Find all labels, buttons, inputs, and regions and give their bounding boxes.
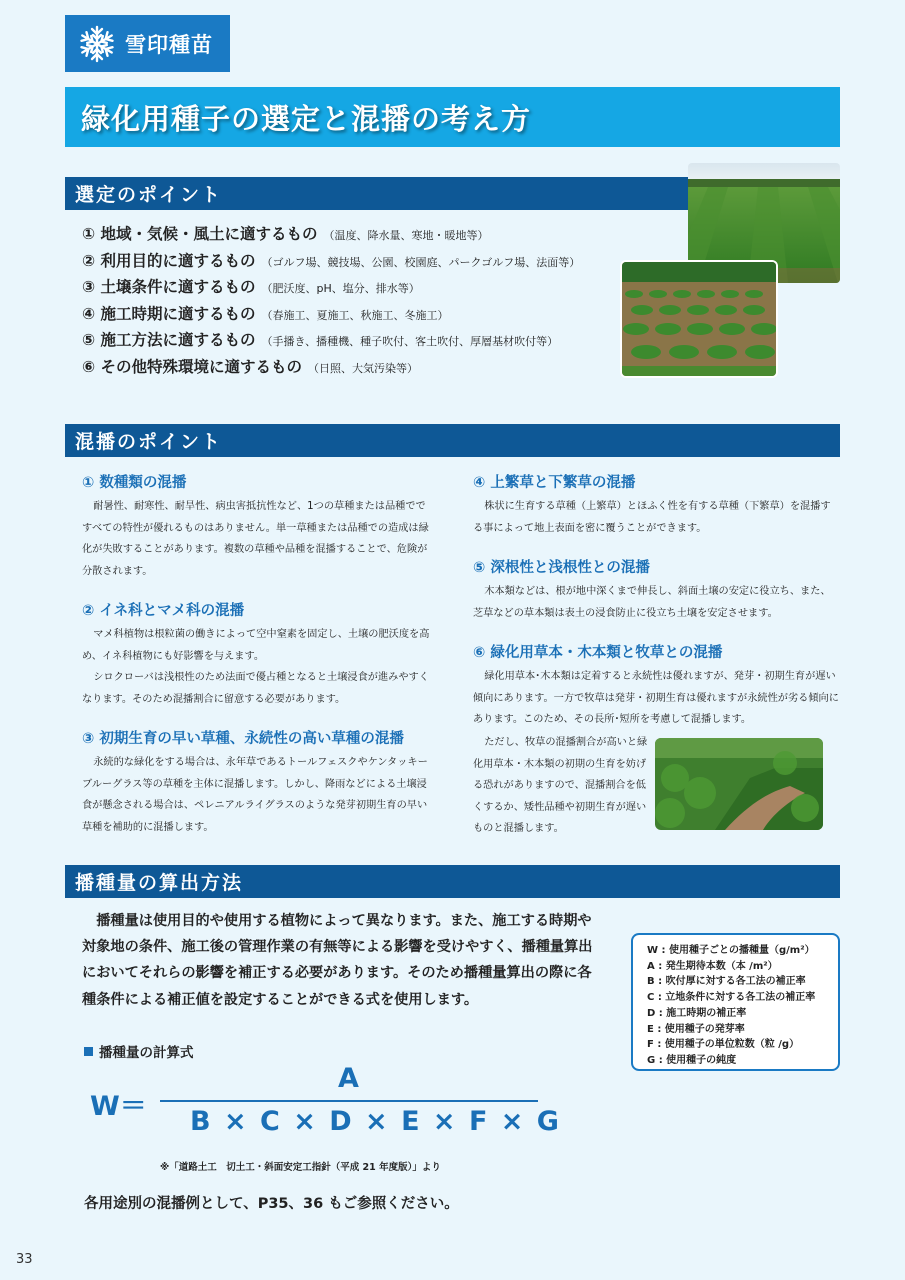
formula-numerator: A <box>338 1063 359 1094</box>
page-title: 緑化用種子の選定と混播の考え方 <box>81 101 532 136</box>
paragraph-calculation: 播種量は使用目的や使用する植物によって異なります。また、施工する時期や対象地の条件、施工後の管理作業の有無等による影響を受けやすく、播種量算出においてそれらの影響を補正する必要があります。そのため播種量算出の際に各種条件による補正値を設定することができる式を使用します。 <box>82 913 593 1008</box>
paragraph-mix-5: 木本類などは、根が地中深くまで伸長し、斜面土壌の安定に役立ち、また、芝草などの草本類は表土の浸食防止に役立ち土壌を安定させます。 <box>473 586 831 619</box>
square-bullet-icon <box>84 1047 93 1056</box>
brand-logo <box>65 15 230 72</box>
list-item: ④ 施工時期に適するもの （春施工、夏施工、秋施工、冬施工） <box>82 304 449 323</box>
source-note: ※「道路土工 切土工・斜面安定工指針（平成 21 年度版）」より <box>160 1162 441 1173</box>
section-title: 混播のポイント <box>75 431 223 453</box>
fraction-line <box>160 1100 538 1102</box>
photo-slope-vegetation <box>655 738 823 830</box>
page-number: 33 <box>16 1252 33 1267</box>
snowflake-icon <box>77 24 117 64</box>
paragraph-mix-6a: 緑化用草本･木本類は定着すると永続性は優れますが、発芽・初期生育が遅い傾向にあります。一方で牧草は発芽・初期生育は優れますが永続性が劣る傾向にあります。このため、その長所･短所を考慮して混播します。 <box>473 671 839 725</box>
legend-item: D : 施工時期の補正率 <box>647 1007 747 1019</box>
section-title: 選定のポイント <box>75 184 223 206</box>
list-item: ⑤ 施工方法に適するもの （手播き、播種機、種子吹付、客土吹付、厚層基材吹付等） <box>82 331 559 350</box>
paragraph-mix-4: 株状に生育する草種（上繁草）とほふく性を有する草種（下繁草）を混播する事によって地上表面を密に覆うことができます。 <box>473 501 831 534</box>
formula-denominator: B × C × D × E × F × G <box>190 1106 561 1137</box>
paragraph-mix-6b: ただし、牧草の混播割合が高いと緑化用草本・木本類の初期の生育を妨げる恐れがありますので、混播割合を低くするか、矮性品種や初期生育が遅いものと混播します。 <box>473 737 648 834</box>
legend-item: B : 吹付厚に対する各工法の補正率 <box>647 976 806 988</box>
formula-label: 播種量の計算式 <box>84 1041 194 1061</box>
formula-legend-box <box>631 933 840 1071</box>
subheading-mix-3: ③ 初期生育の早い草種、永続性の高い草種の混播 <box>82 731 404 747</box>
paragraph-mix-2: マメ科植物は根粒菌の働きによって空中窒素を固定し、土壌の肥沃度を高め、イネ科植物にも好影響を与えます。 シロクローバは浅根性のため法面で優占種となると土壌浸食が進みやすくなります。そのため混播割合に留意する必要があります。 <box>82 629 430 705</box>
formula-lhs: W＝ <box>90 1091 147 1122</box>
legend-item: G : 使用種子の純度 <box>647 1054 737 1066</box>
legend-item: F : 使用種子の単位粒数（粒 /g） <box>647 1039 800 1051</box>
logo-text: 雪印種苗 <box>125 32 213 57</box>
list-item: ① 地域・気候・風土に適するもの （温度、降水量、寒地・暖地等） <box>82 225 489 243</box>
legend-item: C : 立地条件に対する各工法の補正率 <box>647 992 816 1004</box>
page-title-bar <box>65 87 840 147</box>
subheading-mix-1: ① 数種類の混播 <box>82 475 187 491</box>
list-item: ② 利用目的に適するもの （ゴルフ場、競技場、公園、校園庭、パークゴルフ場、法面等） <box>82 251 581 270</box>
section-header-calculation <box>65 865 840 898</box>
subheading-mix-4: ④ 上繁草と下繁草の混播 <box>473 475 636 491</box>
paragraph-mix-3: 永続的な緑化をする場合は、永年草であるトールフェスクやケンタッキーブルーグラス等の草種を主体に混播します。しかし、降雨などによる土壌浸食が懸念される場合は、ペレニアルライグラスのような発芽初期生育の早い草種を補助的に混播します。 <box>82 757 428 833</box>
list-item: ③ 土壌条件に適するもの （肥沃度、pH、塩分、排水等） <box>82 278 420 297</box>
legend-item: W : 使用種子ごとの播種量（g/m²） <box>647 945 815 956</box>
paragraph-mix-1: 耐暑性、耐寒性、耐旱性、病虫害抵抗性など、1つの草種または品種でですべての特性が優れるものはありません。単一草種または品種での造成は緑化が失敗することがあります。複数の草種や品種を混播することで、危険が分散されます。 <box>82 501 429 577</box>
section-title: 播種量の算出方法 <box>75 872 244 894</box>
closing-reference: 各用途別の混播例として、P35、36 もご参照ください。 <box>84 1196 459 1212</box>
legend-item: A : 発生期待本数（本 /m²） <box>647 960 778 972</box>
subheading-mix-6: ⑥ 緑化用草本・木本類と牧草との混播 <box>473 645 723 661</box>
section-header-mixing <box>65 424 840 457</box>
subheading-mix-5: ⑤ 深根性と浅根性との混播 <box>473 560 650 576</box>
selection-points-list <box>82 222 580 382</box>
legend-item: E : 使用種子の発芽率 <box>647 1023 745 1035</box>
photo-seedling-plots <box>620 260 778 378</box>
subheading-mix-2: ② イネ科とマメ科の混播 <box>82 603 245 619</box>
list-item: ⑥ その他特殊環境に適するもの （日照、大気汚染等） <box>82 357 419 376</box>
